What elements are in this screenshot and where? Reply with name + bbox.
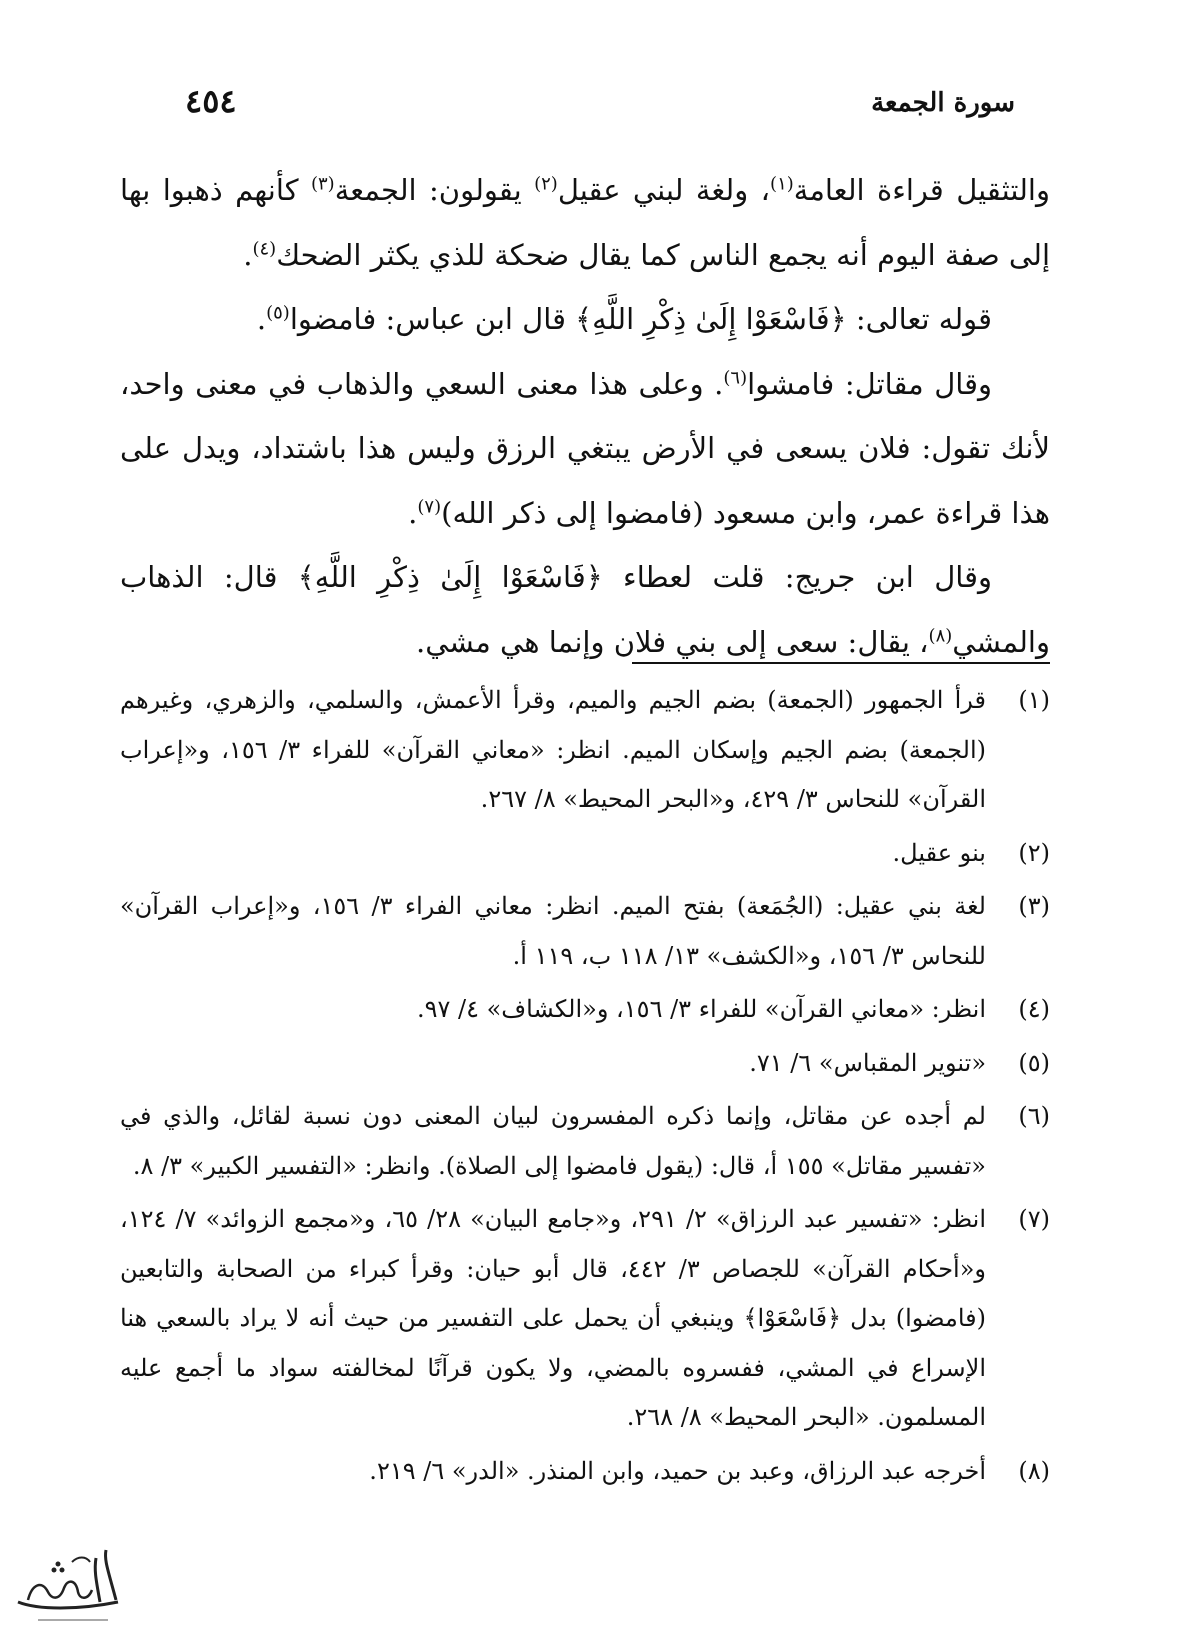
page-header	[185, 82, 1015, 132]
footnote-ref-2: (٢)	[534, 173, 558, 195]
surah-title: سورة الجمعة	[871, 88, 1015, 118]
paragraph-3	[120, 352, 1050, 546]
text-run: يقولون: الجمعة	[334, 173, 535, 207]
paragraph-2	[120, 287, 1050, 352]
footnote-separator	[632, 662, 1050, 664]
footnote-number: (٥)	[1018, 1048, 1050, 1077]
footnote-text: بنو عقيل.	[892, 838, 986, 867]
page-number: ٤٥٤	[185, 82, 237, 120]
footnote-number: (١)	[1018, 686, 1050, 714]
footnote-text: لغة بني عقيل: (الجُمَعة) بفتح الميم. انظر: معاني الفراء ٣/ ١٥٦، و«إعراب القرآن» للنحاس ٣/ ١٥٦، و«الكشف» ١٣/ ١١٨ ب، ١١٩ أ.	[120, 892, 986, 970]
quran-verse: ﴿فَاسْعَوْا إِلَىٰ ذِكْرِ اللَّهِ﴾	[297, 560, 603, 594]
quran-verse: ﴿فَاسْعَوْا إِلَىٰ ذِكْرِ اللَّهِ﴾	[575, 302, 847, 336]
footnote-ref-7: (٧)	[417, 495, 442, 517]
footnote-number: (٤)	[1018, 995, 1050, 1023]
footnote-text: انظر: «معاني القرآن» للفراء ٣/ ١٥٦، و«الكشاف» ٤/ ٩٧.	[416, 995, 986, 1023]
footnote-text: قرأ الجمهور (الجمعة) بضم الجيم والميم، وقرأ الأعمش، والسلمي، والزهري، وغيرهم (الجمعة) بضم الجيم وإسكان الميم. انظر: «معاني القرآن» للفراء ٣/ ١٥٦، و«إعراب القرآن» للنحاس ٣/ ٤٢٩، و«البحر المحيط» ٨/ ٢٦٧.	[120, 686, 987, 813]
text-run: .	[243, 237, 253, 272]
footnote-text: «تنوير المقباس» ٦/ ٧١.	[749, 1048, 986, 1077]
text-run: كأنهم ذهبوا بها إلى صفة اليوم أنه يجمع الناس كما يقال ضحكة للذي يكثر الضحك	[120, 173, 1050, 272]
footnote-ref-3: (٣)	[310, 173, 335, 195]
footnote-text: انظر: «تفسير عبد الرزاق» ٢/ ٢٩١، و«جامع البيان» ٢٨/ ٦٥، و«مجمع الزوائد» ٧/ ١٢٤، و«أحكام القرآن» للجصاص ٣/ ٤٤٢، قال أبو حيان: وقرأ كبراء من الصحابة والتابعين (فامضوا) بدل ﴿فَاسْعَوْا﴾ وينبغي أن يحمل على التفسير من حيث أنه لا يراد بالسعي هنا الإسراع في المشي، ففسروه بالمضي، ولا يكون قرآنًا لمخالفته سواد ما أجمع عليه المسلمون. «البحر المحيط» ٨/ ٢٦٨.	[120, 1205, 987, 1431]
text-run: ، يقال: سعى إلى بني فلان وإنما هي مشي.	[416, 624, 929, 659]
text-run: قوله تعالى:	[846, 302, 992, 336]
footnote-number: (٦)	[1018, 1102, 1050, 1130]
text-run: ، ولغة لبني عقيل	[557, 173, 771, 207]
footnote-6	[120, 1092, 1050, 1191]
footnote-3	[120, 882, 1050, 981]
footnote-7	[120, 1195, 1050, 1443]
text-run: قال ابن عباس: فامضوا	[289, 302, 576, 336]
footnote-number: (٧)	[1018, 1205, 1050, 1233]
text-run: وقال ابن جريج: قلت لعطاء	[602, 560, 992, 594]
footnote-5	[120, 1039, 1050, 1089]
footnote-2	[120, 829, 1050, 879]
footnotes	[120, 676, 1050, 1500]
footnote-ref-4: (٤)	[252, 237, 277, 259]
main-text	[120, 158, 1050, 674]
footnote-text: أخرجه عبد الرزاق، وعبد بن حميد، وابن المنذر. «الدر» ٦/ ٢١٩.	[369, 1456, 986, 1485]
text-run: قال: الذهاب والمشي	[120, 560, 1050, 659]
text-run: والتثقيل قراءة العامة	[793, 173, 1050, 207]
footnote-4	[120, 985, 1050, 1035]
paragraph-1	[120, 158, 1050, 287]
footnote-number: (٢)	[1018, 838, 1050, 867]
footnote-8	[120, 1447, 1050, 1497]
footnote-number: (٨)	[1018, 1456, 1050, 1485]
footnote-ref-5: (٥)	[266, 302, 290, 324]
text-run: .	[256, 302, 267, 336]
text-run: . وعلى هذا معنى السعي والذهاب في معنى واحد، لأنك تقول: فلان يسعى في الأرض يبتغي الرزق وليس هذا باشتداد، ويدل على هذا قراءة عمر، وابن مسعود (فامضوا إلى ذكر الله)	[120, 366, 1050, 530]
text-run: .	[408, 495, 418, 530]
footnote-number: (٣)	[1018, 892, 1050, 920]
footnote-1	[120, 676, 1050, 825]
paragraph-4	[120, 545, 1050, 674]
watermark-logo	[8, 1540, 128, 1632]
footnote-ref-8: (٨)	[928, 624, 953, 646]
footnote-ref-1: (١)	[770, 173, 794, 195]
text-run: وقال مقاتل: فامشوا	[747, 366, 992, 401]
footnote-text: لم أجده عن مقاتل، وإنما ذكره المفسرون لبيان المعنى دون نسبة لقائل، والذي في «تفسير مقاتل» ١٥٥ أ، قال: (يقول فامضوا إلى الصلاة). وانظر: «التفسير الكبير» ٣/ ٨.	[120, 1102, 986, 1180]
footnote-ref-6: (٦)	[723, 366, 748, 388]
